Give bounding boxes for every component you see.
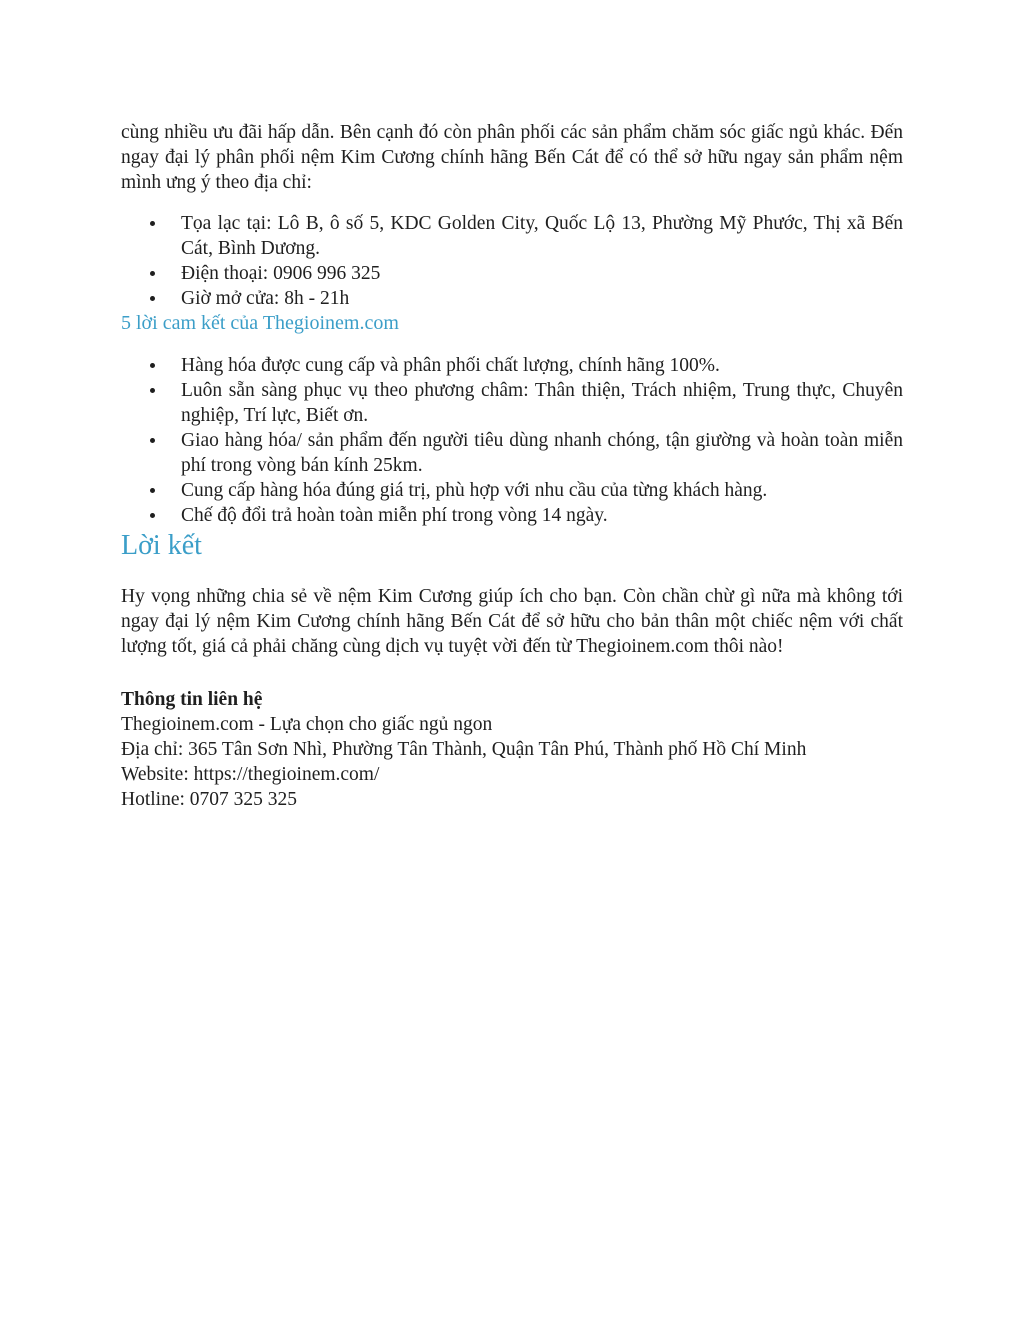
bullet-icon: [150, 271, 155, 276]
bullet-icon: [150, 488, 155, 493]
list-item: Tọa lạc tại: Lô B, ô số 5, KDC Golden City, Quốc Lộ 13, Phường Mỹ Phước, Thị xã Bến Cát, Bình Dương.: [121, 211, 903, 261]
commitments-heading: 5 lời cam kết của Thegioinem.com: [121, 312, 399, 334]
list-item: Luôn sẵn sàng phục vụ theo phương châm: Thân thiện, Trách nhiệm, Trung thực, Chuyên nghiệp, Trí lực, Biết ơn.: [121, 378, 903, 428]
contact-block: [121, 687, 903, 812]
conclusion-paragraph: Hy vọng những chia sẻ về nệm Kim Cương giúp ích cho bạn. Còn chần chừ gì nữa mà không tới ngay đại lý nệm Kim Cương chính hãng Bến Cát để sở hữu cho bản thân một chiếc nệm với chất lượng tốt, giá cả phải chăng cùng dịch vụ tuyệt vời đến từ Thegioinem.com thôi nào!: [121, 586, 903, 657]
bullet-icon: [150, 363, 155, 368]
contact-address: Địa chỉ: 365 Tân Sơn Nhì, Phường Tân Thành, Quận Tân Phú, Thành phố Hồ Chí Minh: [121, 739, 807, 760]
contact-title: Thông tin liên hệ: [121, 689, 263, 710]
list-item: Cung cấp hàng hóa đúng giá trị, phù hợp với nhu cầu của từng khách hàng.: [121, 478, 903, 503]
list-item: Điện thoại: 0906 996 325: [121, 261, 903, 286]
list-item: Giờ mở cửa: 8h - 21h: [121, 286, 903, 311]
intro-paragraph: cùng nhiều ưu đãi hấp dẫn. Bên cạnh đó còn phân phối các sản phẩm chăm sóc giấc ngủ khác. Đến ngay đại lý phân phối nệm Kim Cương chính hãng Bến Cát để có thể sở hữu ngay sản phẩm nệm mình ưng ý theo địa chỉ:: [121, 122, 903, 193]
contact-tagline: Thegioinem.com - Lựa chọn cho giấc ngủ ngon: [121, 714, 493, 735]
bullet-icon: [150, 388, 155, 393]
bullet-icon: [150, 296, 155, 301]
document-page: [121, 120, 903, 812]
store-info-list: [121, 211, 903, 311]
bullet-icon: [150, 438, 155, 443]
list-item: Giao hàng hóa/ sản phẩm đến người tiêu dùng nhanh chóng, tận giường và hoàn toàn miễn phí trong vòng bán kính 25km.: [121, 428, 903, 478]
conclusion-heading: Lời kết: [121, 530, 202, 561]
contact-website: Website: https://thegioinem.com/: [121, 764, 380, 785]
contact-hotline: Hotline: 0707 325 325: [121, 789, 298, 810]
bullet-icon: [150, 513, 155, 518]
list-item: Chế độ đổi trả hoàn toàn miễn phí trong vòng 14 ngày.: [121, 503, 903, 528]
bullet-icon: [150, 221, 155, 226]
commitments-list: [121, 353, 903, 528]
list-item: Hàng hóa được cung cấp và phân phối chất lượng, chính hãng 100%.: [121, 353, 903, 378]
